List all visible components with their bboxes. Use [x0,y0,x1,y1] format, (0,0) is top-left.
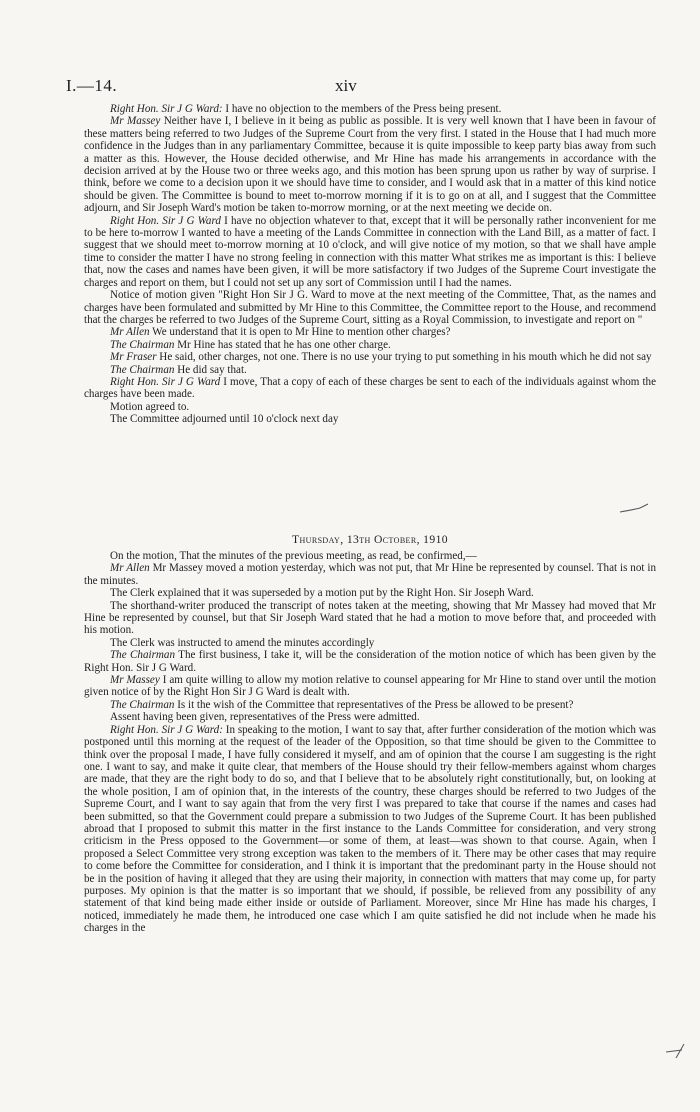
paragraph [84,326,656,338]
speaker: Right Hon. Sir J G Ward [110,375,221,388]
speech: I move, That a copy of each of these charges be sent to each of the individuals against whom the charges have been made. [84,375,656,401]
paragraph [84,401,656,413]
speech: The Committee adjourned until 10 o'clock next day [110,413,339,426]
paragraph [84,215,656,289]
speech: I have no objection to the members of the Press being present. [222,103,502,115]
speech: Mr Hine has stated that he has one other charge. [174,338,391,351]
document-reference: I.—14. [66,76,118,95]
speech: I am quite willing to allow my motion relative to counsel appearing for Mr Hine to stand over until the motion given notice of by the Right Hon Sir J G Ward is dealt with. [84,674,656,699]
date-heading [84,533,656,546]
speaker: Mr Allen [110,326,150,339]
speaker: Mr Massey [110,115,161,128]
speaker: The Chairman [110,363,175,376]
margin-pencil-mark [618,498,658,518]
paragraph [84,376,656,401]
speech: Motion agreed to. [110,400,190,413]
paragraph [84,649,656,674]
speech: We understand that it is open to Mr Hine to mention other charges? [149,326,451,339]
speaker: Mr Allen [110,562,150,575]
speech: The first business, I take it, will be the consideration of the motion notice of which has been given by the Right Hon. Sir J G Ward. [84,649,656,674]
paragraph [84,115,656,214]
page-header [0,76,700,98]
date-heading-text: Thursday, 13th October, 1910 [292,533,448,546]
speaker: Right Hon. Sir J G Ward: [110,103,223,115]
speaker: The Chairman [110,649,176,662]
paragraph [84,674,656,699]
paragraph [84,587,656,599]
speech: In speaking to the motion, I want to say that, after further consideration of the motion which was postponed until this morning at the request of the leader of the Opposition, so that time should be given to the Committee to think over the proposal I made, I have fully considered it myself, and am of opinion that the course I am suggesting is the right one. I want to say, and make it quite clear, that members of the House should try their fellow-members against whom charges are made, that they are the right body to do so, and that I believe that to be absolutely right constitutionally, but, on looking at the whole position, I am of opinion that, in the interests of the country, these charges should be referred to two Judges of the Supreme Court, and I want to say again that from the very first I was prepared to take that course if the names and cases had been submitted, so that the Government could prepare a submission to two Judges of the Supreme Court. It has been published abroad that I proposed to submit this matter in the first instance to the Lands Committee for consideration, and very strong criticism in the Press opposed to the Government—or some of them, at least—was shown to that course. Again, when I proposed a Select Committee very strong exception was taken to the members of it. There may be other cases that may require to come before the Committee for consideration, and I think it is important that the predominant party in the House should not be in the position of having it alleged that they are using their majority, in connection with matters that may come up, for party purposes. My opinion is that the matter is so important that we should, if possible, be relieved from any possibility of any statement of that kind being made either inside or outside of Parliament. Moreover, since Mr Hine has made his charges, I noticed, immediately he made them, he introduced one case which I am quite satisfied he did not include when he made his charges in the [84,723,656,935]
paragraph [84,103,656,115]
speech: He said, other charges, not one. There is no use your trying to put something in his mouth which he did not say [156,351,652,364]
paragraph [84,289,656,326]
speech: The shorthand-writer produced the transcript of notes taken at the meeting, showing that Mr Massey had moved that Mr Hine be represented by counsel, but that Sir Joseph Ward stated that he had a motion to move before that, and proceeded with his motion. [84,599,656,637]
margin-pencil-mark [664,1040,698,1064]
speaker: Mr Fraser [110,351,157,364]
paragraph [84,600,656,637]
speaker: The Chairman [110,698,175,711]
paragraph [84,711,656,723]
speech: On the motion, That the minutes of the previous meeting, as read, be confirmed,— [110,550,477,562]
paragraph [84,413,656,425]
speaker: Right Hon. Sir J G Ward: [110,723,223,736]
page-number: xiv [335,76,357,95]
paragraph [84,637,656,649]
paragraph [84,699,656,711]
paragraph [84,364,656,376]
speaker: Mr Massey [110,674,160,687]
speaker: Right Hon. Sir J G Ward [110,214,221,227]
paragraph [84,351,656,363]
speech: The Clerk explained that it was superseded by a motion put by the Right Hon. Sir Joseph Ward. [110,587,534,600]
minutes-section-2 [84,550,656,935]
speech: Notice of motion given "Right Hon Sir J G. Ward to move at the next meeting of the Committee, That, as the names and charges have been formulated and submitted by Mr Hine to this Committee, the Committee report to the House, and recommend that the charges be referred to two Judges of the Supreme Court, sitting as a Royal Commission, to investigate and report on " [84,289,656,326]
speaker: The Chairman [110,338,175,351]
paragraph [84,562,656,587]
paragraph [84,550,656,562]
paragraph [84,724,656,935]
speech: Assent having been given, representatives of the Press were admitted. [110,711,420,724]
minutes-section-1 [84,103,656,426]
speech: The Clerk was instructed to amend the minutes accordingly [110,636,375,649]
speech: I have no objection whatever to that, except that it will be personally rather inconvenient for me to be here to-morrow I wanted to have a meeting of the Lands Committee in connection with the Land Bill, as a matter of fact. I suggest that we should meet to-morrow morning at 10 o'clock, and will give notice of my motion, so that we shall have ample time to consider the matter I have no strong feeling in connection with this matter What strikes me as important is this: I believe that, now the cases and names have been given, it will be more satisfactory if two Judges of the Supreme Court investigate the charges and report on them, but I could not set up any sort of Commission until I had the names. [84,214,656,289]
speech: Neither have I, I believe in it being as public as possible. It is very well known that I have been in favour of these matters being referred to two Judges of the Supreme Court from the very first. I stated in the House that I had much more confidence in the Judges than in any parliamentary Committee, because it is quite impossible to keep party bias away from such a matter as this. However, the House decided otherwise, and Mr Hine has made his arrangements in accordance with the decision arrived at by the House two or three weeks ago, and this motion has been sprung upon us rather by way of surprise. I think, before we come to a decision upon it we should have time to consider, and I would ask that in a matter of this kind notice should be given. The Committee is bound to meet to-morrow morning if it is to go on at all, and I suggest that the Committee adjourn, and Sir Joseph Ward's motion be taken to-morrow morning, or at the next meeting we decide on. [84,115,656,215]
speech: Is it the wish of the Committee that representatives of the Press be allowed to be present? [174,698,574,711]
speech: Mr Massey moved a motion yesterday, which was not put, that Mr Hine be represented by counsel. That is not in the minutes. [84,562,656,587]
speech: He did say that. [174,363,247,376]
paragraph [84,339,656,351]
